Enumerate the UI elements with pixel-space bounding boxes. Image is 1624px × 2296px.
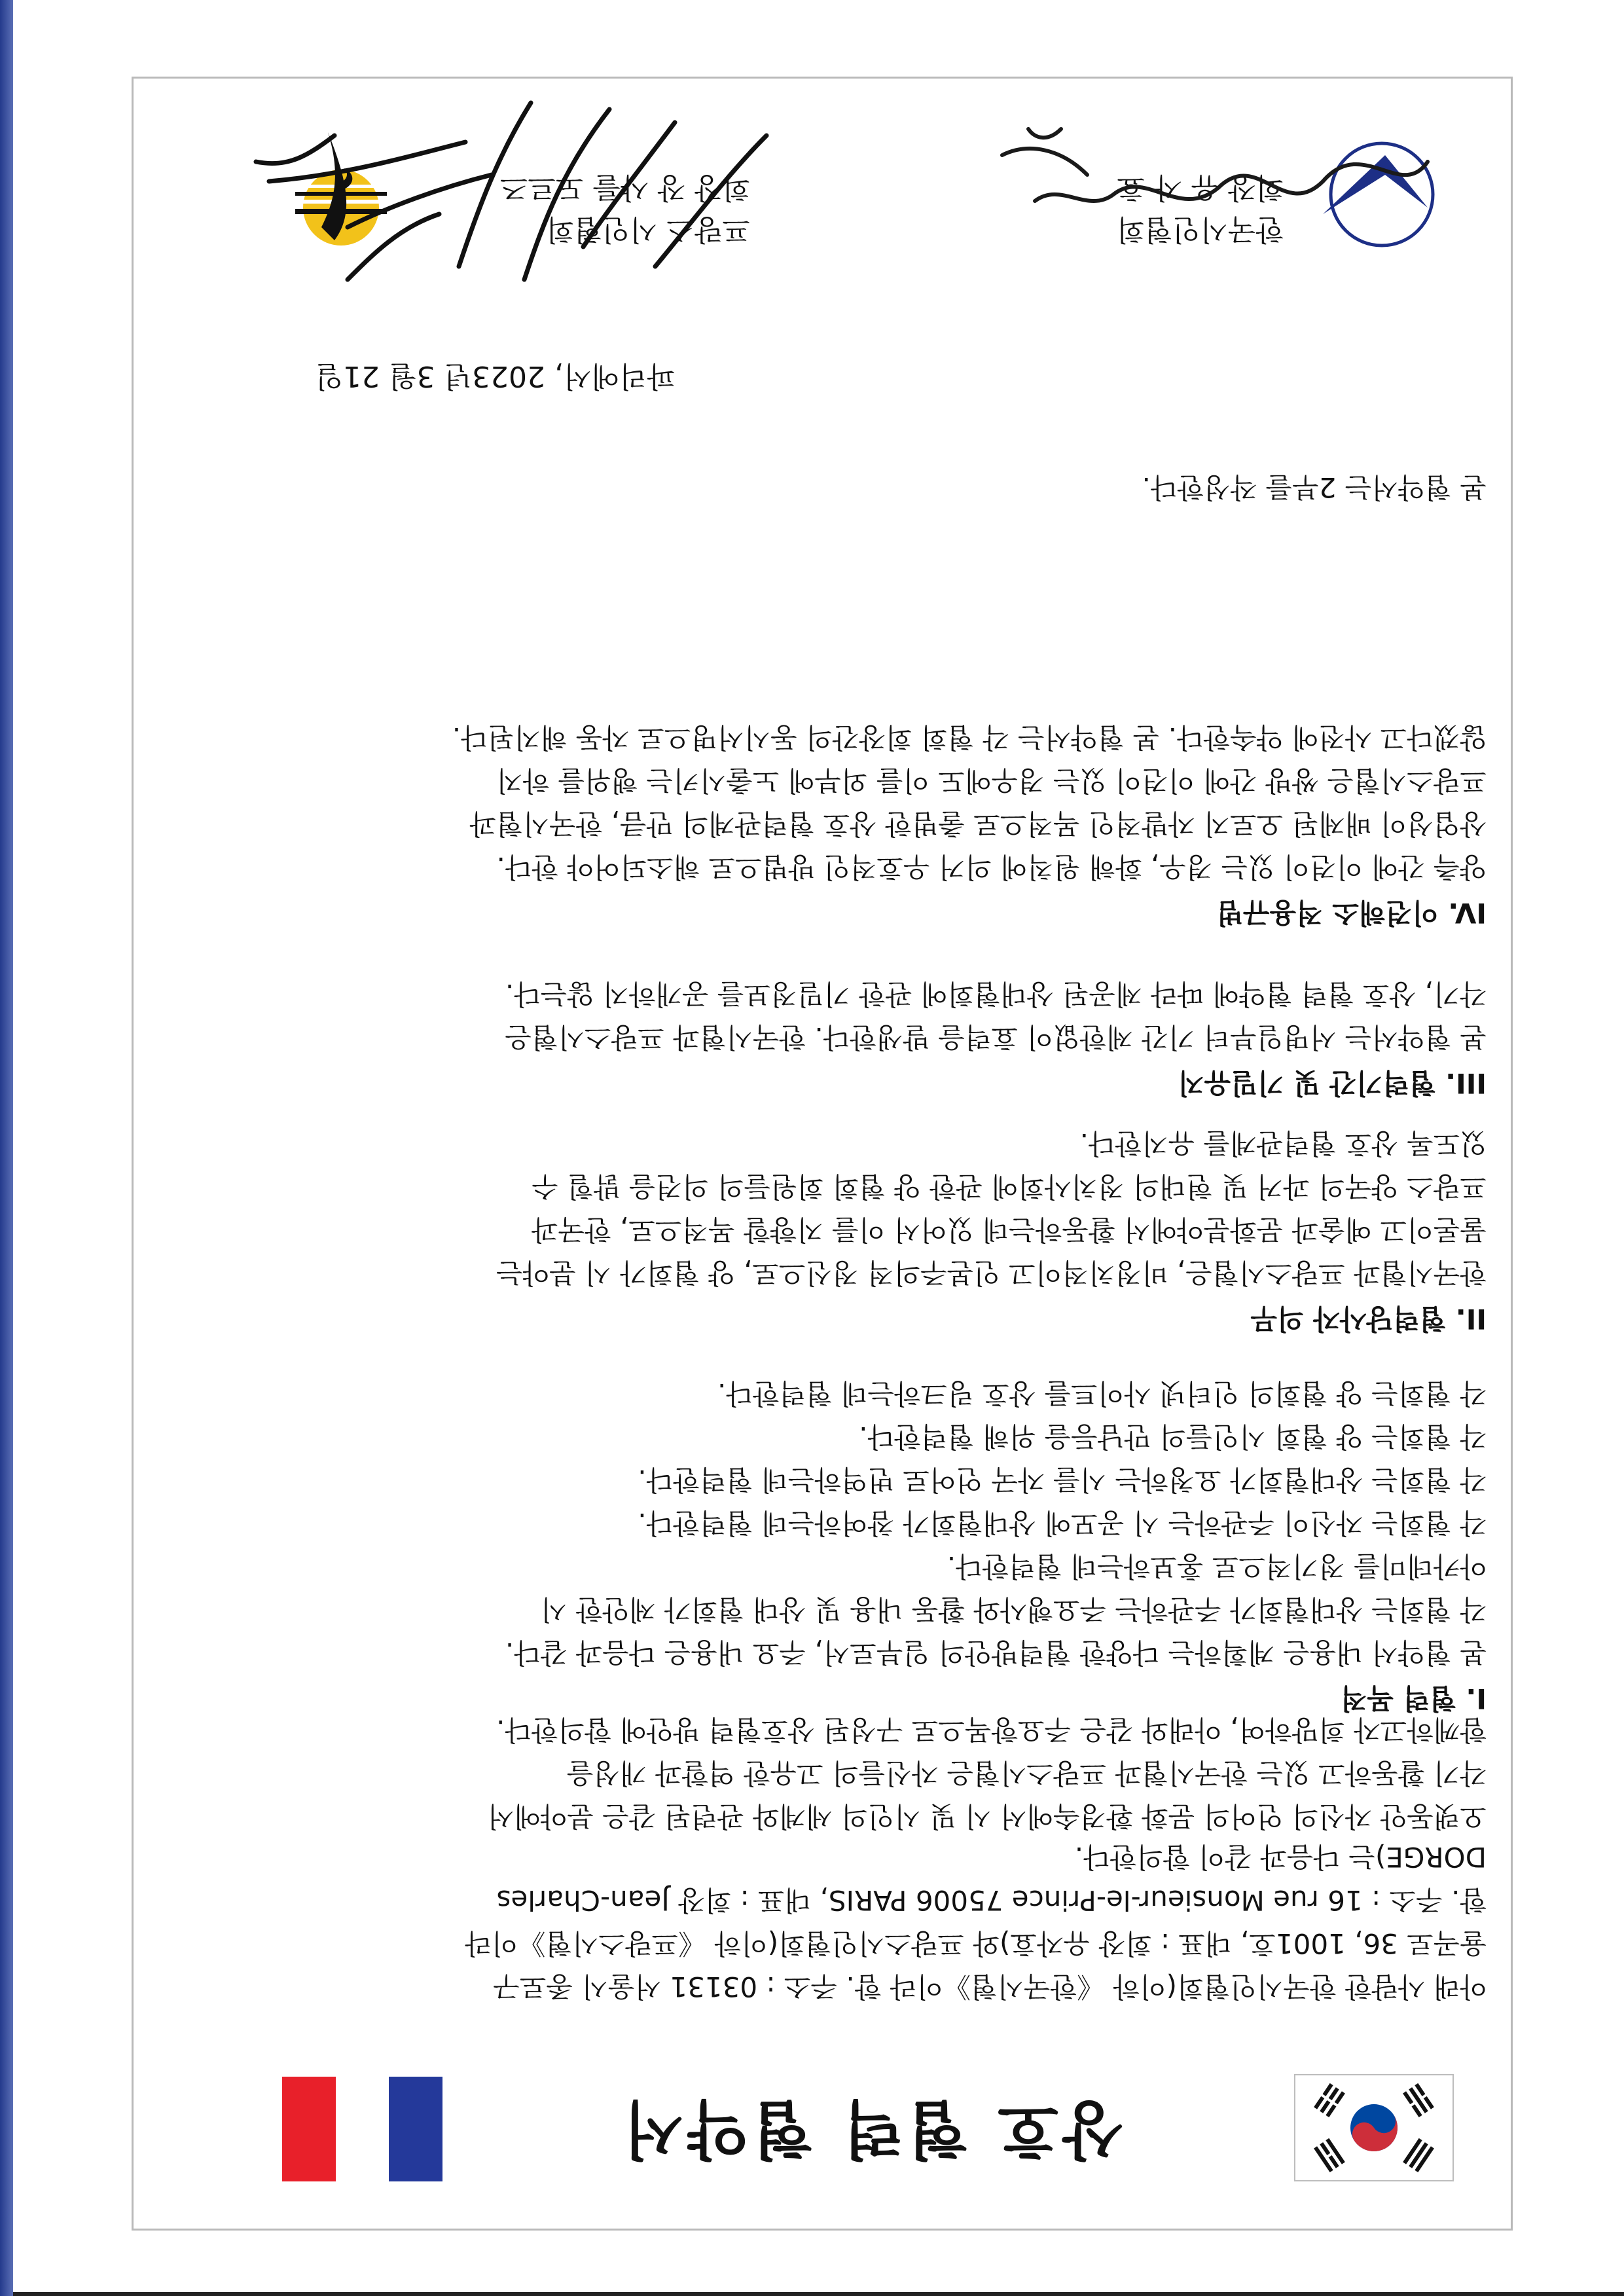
document-title: 상호 협력 협약서 [619, 2092, 1123, 2166]
section-1-heading: I. 협력 목적 [1340, 1683, 1487, 1715]
purpose-paragraph: 오랫동안 자신의 언어의 문화 환경속에서 시 및 시인의 세계와 관련된 같은 분야에서 각기 활동하고 있는 한국시협과 프랑스시협은 자신들의 고유한 역할과 개성을 함께하고자 희망하여, 아래와 같은 주요항목으로 구성된 상호협력 방안에 합의한다. [487, 1714, 1487, 1832]
fr-signature-icon [217, 90, 806, 306]
section-3-body: 본 협약서는 서명일부터 기간 제한없이 효력을 발생한다. 한국시협과 프랑스시협은 각기, 상호 협력 협약에 따라 제공된 상대협회에 관한 기밀정보를 공개하지 않는다. [505, 978, 1487, 1053]
section-4-heading: IV. 이견해소 적용규범 [1216, 897, 1487, 929]
korean-flag-icon [1294, 2074, 1454, 2181]
kr-org-name: 한국시인협회 [1116, 213, 1284, 246]
section-2-heading: II. 협력당사자 의무 [1250, 1303, 1487, 1335]
section-3-heading: III. 협력기간 및 기밀유지 [1178, 1067, 1487, 1099]
intro-paragraph: 아래 사람한 한국시인협회(이하 《한국시협》이라 함. 주소 : 03131 서울시 종로구 율곡로 36, 1001호, 대표 : 회장 유자효)와 프랑스시인협회(이하 《프랑스시협》이라 함. 주소 : 16 rue Monsieur-le-Prince 75006 PARIS, 대표 : 회장 Jean-Charles DORGE)는 다음과 같이 합의한다. [465, 1841, 1487, 2003]
section-4-body: 양측 간에 이견이 있는 경우, 화해 원칙에 의거 우호적인 방법으로 해소되어야 한다. 상업성이 배제된 오로지 자발적인 목적으로 출범한 상호 협력관계의 만큼, 한국시협과 프랑스시협은 쌍방 간에 이견이 있는 경우에도 이를 외부에 노출시키는 행위를 하지 않겠다고 사전에 약속한다. 본 협약서는 각 협회 회장간의 동시서명으로 자동 해지된다. [452, 721, 1487, 883]
scan-edge-blue [0, 0, 13, 2296]
kr-signatory-role: 회장 유 자 효 [1117, 171, 1284, 204]
french-flag-icon [282, 2077, 442, 2181]
section-2-body: 한국시협과 프랑스시협은, 비정치적이고 인본주의적 정신으로, 양 협회가 시 분야는 물론이고 예술과 문화분야에서 활동하는데 있어서 이를 지향할 목적으로, 한국과 프랑스 양국의 과거 및 현대의 정치사회에 관한 양 협회 회원들의 의견을 밝힐 수 있도록 상호 협력관계를 유지한다. [496, 1127, 1487, 1289]
fr-signatory-role: 회장 장 샤를 도르즈 [500, 171, 750, 204]
fr-org-name: 프랑스 시인협회 [546, 213, 750, 246]
copies-statement: 본 협약서는 2부를 작성한다. [1142, 471, 1487, 503]
scan-edge [0, 2292, 1624, 2296]
section-1-body: 본 협약서 내용은 계획하는 다양한 협력방안의 일부로서, 주요 내용은 다음과 같다. 각 협회는 상대협회가 주관하는 주요행사와 활동 내용 및 상대 협회가 제안한 시 아카데미를 정기적으로 홍보하는데 협력한다. 각 협회는 자신이 주관하는 시 공모에 상대협회가 참여하는데 협력한다. 각 협회는 상대협회가 요청하는 시를 자국 언어로 번역하는데 협력한다. 각 협회는 양 협회 시인들의 만남등을 위해 협력한다. 각 협회는 양 협회의 인터넷 사이트를 상호 링크하는데 협력한다. [505, 1377, 1487, 1669]
kr-signature-icon [996, 116, 1454, 280]
signing-date: 파리에서, 2023년 3월 21일 [315, 359, 675, 393]
